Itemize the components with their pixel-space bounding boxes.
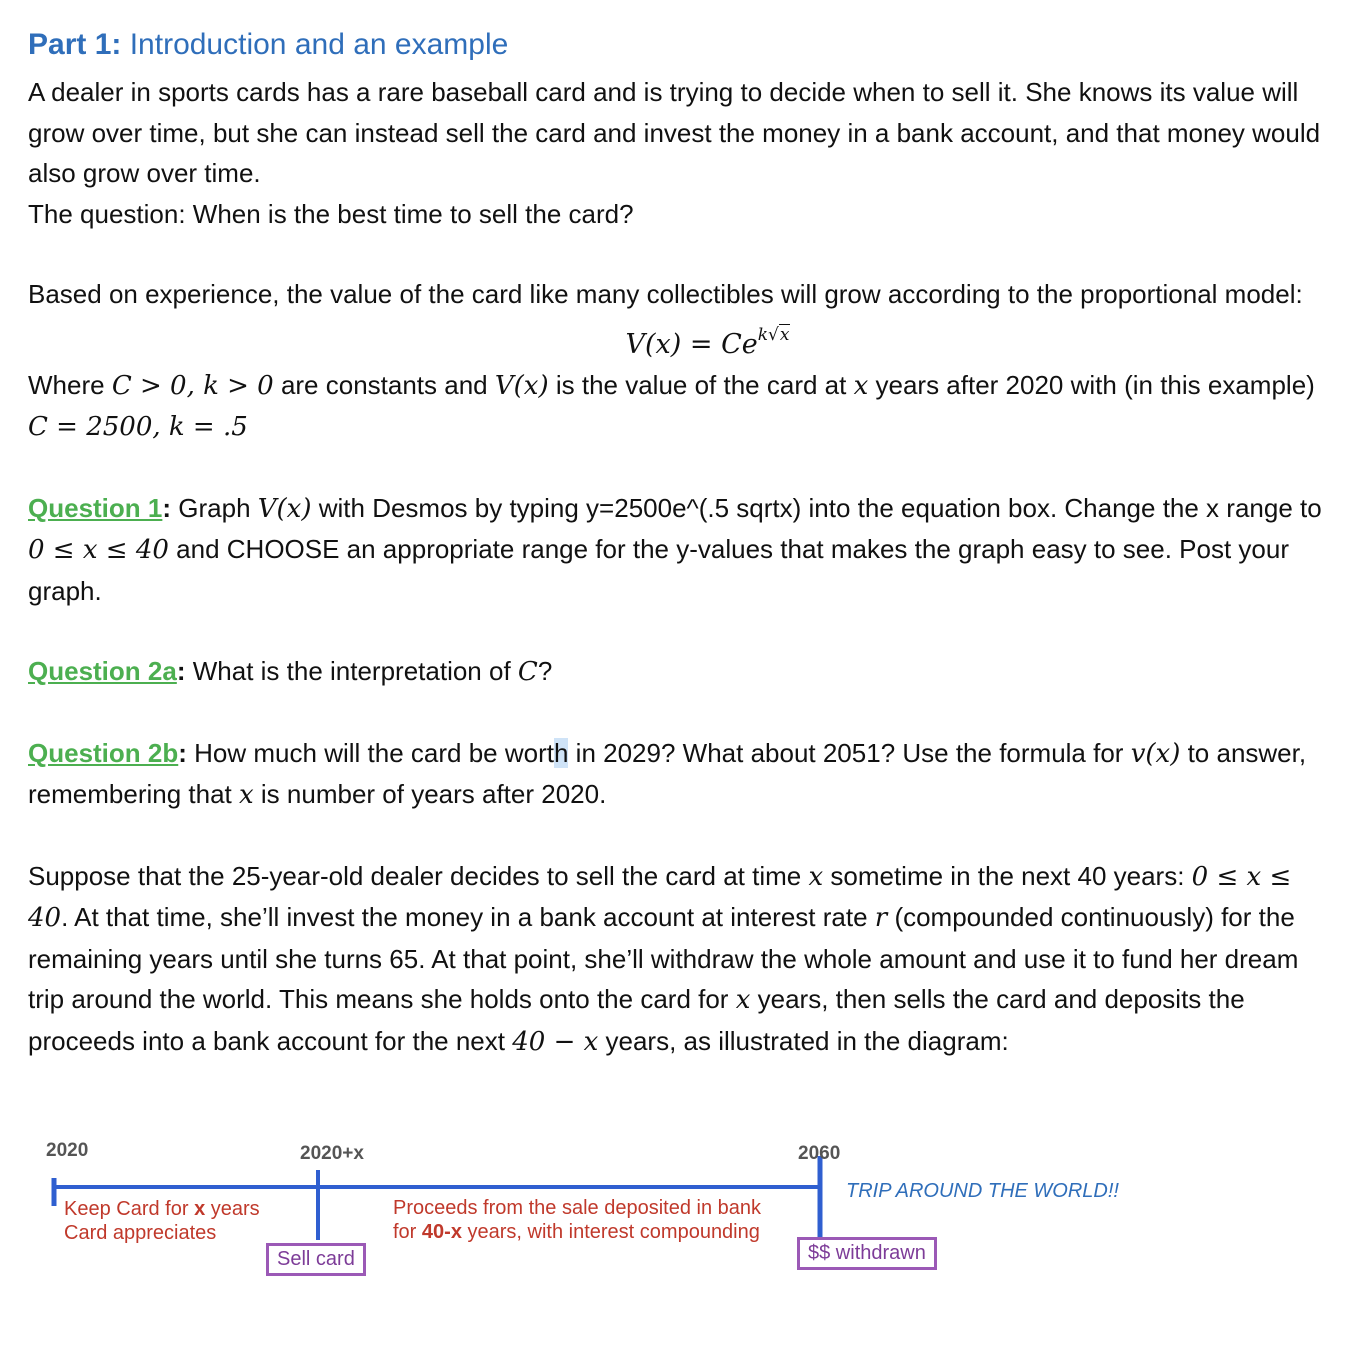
keep-card-text: Keep Card for x years Card appreciates: [64, 1198, 260, 1244]
question-2b-link[interactable]: Question 2b: [28, 737, 179, 768]
question-1: Question 1: Graph V(x) with Desmos by typing y=2500e^(.5 sqrtx) into the equation box. Change the x range to 0 ≤ x ≤ 40 and CHOOSE an appropriate range for the y-values that makes the graph easy to see. Post your graph.: [28, 492, 1322, 606]
trip-text: TRIP AROUND THE WORLD!!: [846, 1180, 1119, 1202]
start-year-label: 2020: [46, 1140, 89, 1161]
proceeds-text: Proceeds from the sale deposited in bank for 40-x years, with interest compounding: [393, 1197, 761, 1243]
question-2a-link[interactable]: Question 2a: [28, 656, 177, 686]
equation-lhs: V(x) = Ce: [625, 328, 758, 360]
value-equation: [28, 315, 1328, 365]
timeline-diagram: [0, 1130, 1358, 1330]
model-paragraph: Based on experience, the value of the card like many collectibles will grow according to the proportional model:: [28, 279, 1303, 309]
text-cursor-highlight: h: [553, 737, 569, 768]
withdrawn-box: $$ withdrawn: [797, 1237, 937, 1270]
equation-exponent: k√x: [757, 324, 790, 345]
question-statement: The question: When is the best time to sell the card?: [28, 198, 634, 229]
part-title-text: Introduction and an example: [129, 28, 509, 61]
question-2a: Question 2a: What is the interpretation of C?: [28, 656, 553, 687]
part-label: Part 1:: [28, 28, 122, 61]
document-body: [28, 24, 1328, 1062]
question-2b: Question 2b: How much will the card be worth in 2029? What about 2051? Use the formula for v(x) to answer, remembering that x is number of years after 2020.: [28, 737, 1307, 810]
intro-paragraph: A dealer in sports cards has a rare baseball card and is trying to decide when to sell it. She knows its value will grow over time, but she can instead sell the card and invest the money in a bank account, and that money would also grow over time.: [28, 77, 1321, 188]
mid-year-label: 2020+x: [300, 1143, 364, 1164]
constants-paragraph: Where C > 0, k > 0 are constants and V(x) is the value of the card at x years after 2020 with (in this example) C = 2500, k = .5: [28, 369, 1315, 442]
part-title: [28, 24, 1328, 66]
sell-card-box: Sell card: [266, 1243, 366, 1276]
end-year-label: 2060: [798, 1143, 841, 1164]
suppose-paragraph: Suppose that the 25-year-old dealer decides to sell the card at time x sometime in the next 40 years: 0 ≤ x ≤ 40. At that time, she’ll invest the money in a bank account at interest rate r (compounded continuously) for the remaining years until she turns 65. At that point, she’ll withdraw the whole amount and use it to fund her dream trip around the world. This means she holds onto the card for x years, then sells the card and deposits the proceeds into a bank account for the next 40 − x years, as illustrated in the diagram:: [28, 860, 1299, 1057]
question-1-link[interactable]: Question 1: [28, 492, 163, 523]
